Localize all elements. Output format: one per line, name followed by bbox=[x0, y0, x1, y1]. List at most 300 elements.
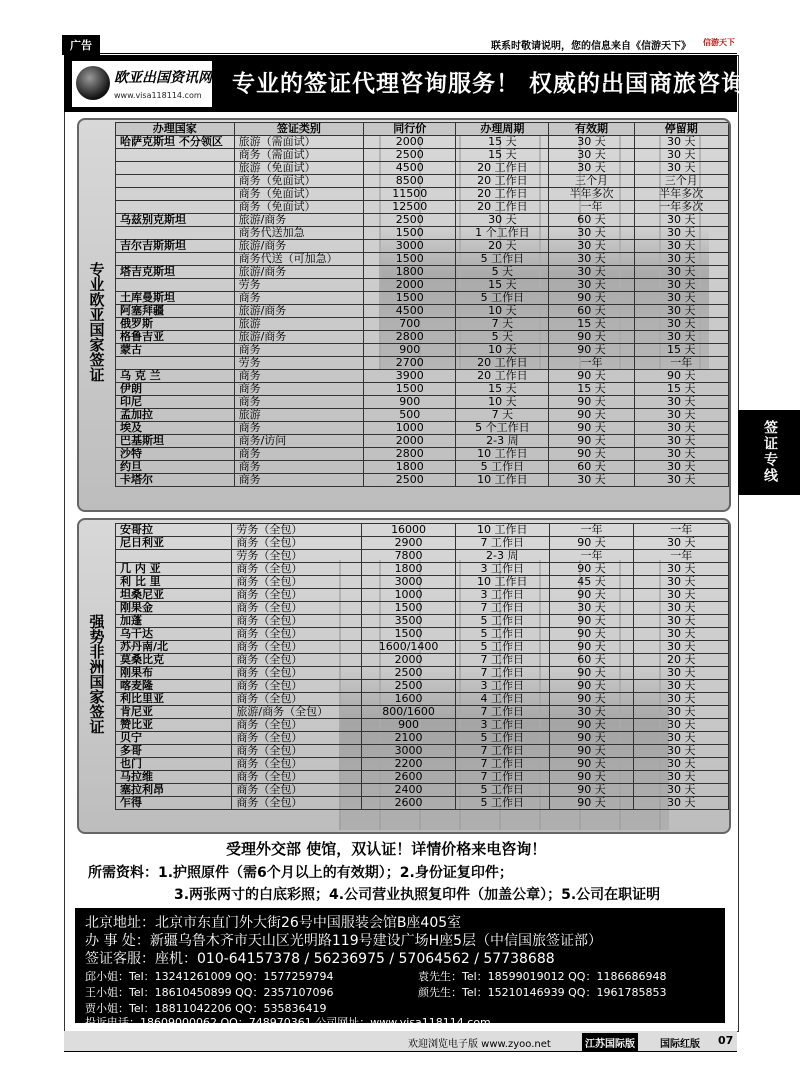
table-cell: 60 天 bbox=[549, 461, 634, 474]
section-label: 强势非洲国家签证 bbox=[87, 614, 106, 734]
table-cell: 2000 bbox=[364, 136, 456, 149]
table-cell: 90 天 bbox=[549, 537, 634, 550]
table-cell: 30 天 bbox=[634, 537, 729, 550]
table-cell: 30 天 bbox=[634, 771, 729, 784]
table-cell: 商务 bbox=[234, 474, 364, 487]
table-cell: 30 天 bbox=[634, 602, 729, 615]
table-cell: 2600 bbox=[362, 771, 456, 784]
table-cell: 60 天 bbox=[549, 214, 634, 227]
table-cell: 7 工作日 bbox=[456, 667, 550, 680]
table-cell: 埃及 bbox=[116, 422, 235, 435]
table-header-row bbox=[116, 123, 729, 136]
table-cell: 5 天 bbox=[456, 331, 549, 344]
table-cell: 15 天 bbox=[456, 279, 549, 292]
table-cell: 商务（全包） bbox=[232, 758, 362, 771]
column-header: 停留期 bbox=[634, 123, 729, 136]
table-row bbox=[116, 719, 729, 732]
table-cell: 一年 bbox=[549, 524, 634, 537]
table-cell: 30 天 bbox=[549, 149, 634, 162]
table-cell: 90 天 bbox=[549, 396, 634, 409]
table-cell: 劳务 bbox=[234, 357, 364, 370]
table-cell: 2-3 周 bbox=[456, 435, 549, 448]
table-cell: 90 天 bbox=[549, 370, 634, 383]
table-cell: 90 天 bbox=[634, 370, 729, 383]
table-row bbox=[116, 461, 729, 474]
table-cell: 30 天 bbox=[549, 279, 634, 292]
table-cell: 7 工作日 bbox=[456, 758, 550, 771]
table-cell: 90 天 bbox=[549, 628, 634, 641]
section-label: 专业欧亚国家签证 bbox=[87, 262, 106, 382]
table-row bbox=[116, 409, 729, 422]
table-cell: 30 天 bbox=[634, 422, 729, 435]
table-cell: 10 工作日 bbox=[456, 448, 549, 461]
table-cell: 20 天 bbox=[456, 240, 549, 253]
ad-header bbox=[64, 55, 794, 112]
table-row bbox=[116, 589, 729, 602]
page-number: 07 bbox=[718, 1034, 734, 1047]
table-row bbox=[116, 396, 729, 409]
beijing-address: 北京地址：北京市东直门外大街26号中国服装会馆B座405室 bbox=[85, 915, 462, 931]
table-cell: 约旦 bbox=[116, 461, 235, 474]
table-cell: 30 天 bbox=[634, 589, 729, 602]
table-cell: 10 工作日 bbox=[456, 474, 549, 487]
column-header: 同行价 bbox=[364, 123, 456, 136]
service-note: 受理外交部 使馆，双认证！详情价格来电咨询！ bbox=[226, 840, 547, 858]
table-cell: 一年 bbox=[549, 357, 634, 370]
table-cell: 90 天 bbox=[549, 732, 634, 745]
table-cell: 2500 bbox=[362, 680, 456, 693]
table-cell: 1000 bbox=[362, 589, 456, 602]
table-cell: 一年多次 bbox=[634, 201, 729, 214]
table-cell: 30 天 bbox=[456, 214, 549, 227]
table-cell: 1500 bbox=[362, 628, 456, 641]
table-row bbox=[116, 136, 729, 149]
table-cell: 商务 bbox=[234, 383, 364, 396]
table-cell: 5 个工作日 bbox=[456, 422, 549, 435]
edition-name: 国际红版 bbox=[660, 1039, 700, 1050]
table-cell: 乌干达 bbox=[116, 628, 232, 641]
table-row bbox=[116, 784, 729, 797]
table-cell: 商务（全包） bbox=[232, 654, 362, 667]
contact-jia: 贾小姐：Tel：18811042206 QQ：535836419 bbox=[85, 1002, 327, 1015]
table-cell: 旅游（免面试） bbox=[234, 162, 364, 175]
table-cell: 几 内 亚 bbox=[116, 563, 232, 576]
table-cell: 商务（全包） bbox=[232, 589, 362, 602]
table-cell: 2000 bbox=[364, 279, 456, 292]
table-cell: 三个月 bbox=[634, 175, 729, 188]
table-cell: 30 天 bbox=[634, 784, 729, 797]
table-cell: 90 天 bbox=[549, 797, 634, 810]
table-row bbox=[116, 615, 729, 628]
table-cell: 20 工作日 bbox=[456, 175, 549, 188]
table-cell: 5 工作日 bbox=[456, 461, 549, 474]
table-cell: 2400 bbox=[362, 784, 456, 797]
required-docs-1: 所需资料：1.护照原件（需6个月以上的有效期）；2.身份证复印件； bbox=[88, 865, 513, 881]
table-cell: 5 工作日 bbox=[456, 784, 550, 797]
table-row bbox=[116, 253, 729, 266]
table-cell: 商务代送加急 bbox=[234, 227, 364, 240]
table-cell: 30 天 bbox=[634, 706, 729, 719]
table-cell: 30 天 bbox=[634, 615, 729, 628]
table-cell: 5 工作日 bbox=[456, 292, 549, 305]
table-cell: 30 天 bbox=[634, 214, 729, 227]
table-cell: 2500 bbox=[362, 667, 456, 680]
table-cell: 3500 bbox=[362, 615, 456, 628]
table-cell: 旅游 bbox=[234, 409, 364, 422]
table-row bbox=[116, 214, 729, 227]
table-cell: 4500 bbox=[364, 162, 456, 175]
table-row bbox=[116, 292, 729, 305]
table-cell: 700 bbox=[364, 318, 456, 331]
table-cell: 15 天 bbox=[456, 383, 549, 396]
table-cell: 30 天 bbox=[549, 474, 634, 487]
table-cell: 20 工作日 bbox=[456, 357, 549, 370]
table-cell: 吉尔吉斯斯坦 bbox=[116, 240, 235, 253]
table-cell: 30 天 bbox=[549, 162, 634, 175]
table-cell: 商务 bbox=[234, 396, 364, 409]
table-cell: 乌兹别克斯坦 bbox=[116, 214, 235, 227]
table-cell: 1500 bbox=[364, 292, 456, 305]
table-cell: 30 天 bbox=[634, 448, 729, 461]
table-cell: 7 天 bbox=[456, 409, 549, 422]
table-cell: 30 天 bbox=[634, 318, 729, 331]
table-row bbox=[116, 448, 729, 461]
table-cell: 1800 bbox=[362, 563, 456, 576]
table-cell: 30 天 bbox=[634, 576, 729, 589]
column-header: 办理周期 bbox=[456, 123, 549, 136]
table-cell: 哈萨克斯坦 不分领区 bbox=[116, 136, 235, 149]
table-cell: 30 天 bbox=[634, 641, 729, 654]
table-cell: 旅游（需面试） bbox=[234, 136, 364, 149]
column-header: 签证类别 bbox=[234, 123, 364, 136]
table-cell bbox=[116, 188, 235, 201]
table-cell: 也门 bbox=[116, 758, 232, 771]
table-cell: 30 天 bbox=[634, 758, 729, 771]
table-cell: 旅游/商务 bbox=[234, 331, 364, 344]
table-row bbox=[116, 331, 729, 344]
table-cell: 商务（全包） bbox=[232, 771, 362, 784]
table-cell: 1500 bbox=[364, 227, 456, 240]
table-cell: 7 工作日 bbox=[456, 706, 550, 719]
contact-wang: 王小姐：Tel：18610450899 QQ：2357107096 bbox=[85, 986, 334, 999]
table-cell: 格鲁吉亚 bbox=[116, 331, 235, 344]
source-note: 联系时敬请说明，您的信息来自《信游天下》 bbox=[491, 41, 691, 52]
table-cell: 15 天 bbox=[549, 383, 634, 396]
table-cell: 一年 bbox=[549, 550, 634, 563]
table-cell: 商务（全包） bbox=[232, 784, 362, 797]
table-cell: 一年 bbox=[634, 550, 729, 563]
table-row bbox=[116, 383, 729, 396]
table-cell: 3900 bbox=[364, 370, 456, 383]
table-cell: 商务（全包） bbox=[232, 576, 362, 589]
table-cell: 30 天 bbox=[634, 162, 729, 175]
table-cell: 阿塞拜疆 bbox=[116, 305, 235, 318]
table-cell: 商务 bbox=[234, 448, 364, 461]
table-cell: 30 天 bbox=[634, 279, 729, 292]
table-row bbox=[116, 693, 729, 706]
table-cell: 加蓬 bbox=[116, 615, 232, 628]
table-cell: 30 天 bbox=[549, 227, 634, 240]
table-cell: 安哥拉 bbox=[116, 524, 232, 537]
table-cell: 2800 bbox=[364, 448, 456, 461]
page-footer bbox=[64, 1031, 737, 1052]
table-cell: 1000 bbox=[364, 422, 456, 435]
table-cell: 土库曼斯坦 bbox=[116, 292, 235, 305]
welcome-text: 欢迎浏览电子版 www.zyoo.net bbox=[408, 1039, 551, 1050]
service-phones: 签证客服：座机：010-64157378 / 56236975 / 57064562 / 57738688 bbox=[85, 951, 555, 967]
table-cell: 旅游 bbox=[234, 318, 364, 331]
table-cell: 3 工作日 bbox=[456, 680, 550, 693]
table-cell: 俄罗斯 bbox=[116, 318, 235, 331]
table-cell: 5 天 bbox=[456, 266, 549, 279]
table-row bbox=[116, 175, 729, 188]
table-cell: 1600 bbox=[362, 693, 456, 706]
table-cell: 90 天 bbox=[549, 435, 634, 448]
table-cell: 30 天 bbox=[634, 628, 729, 641]
top-bar bbox=[62, 35, 737, 54]
table-cell: 商务（全包） bbox=[232, 615, 362, 628]
table-row bbox=[116, 279, 729, 292]
table-cell: 印尼 bbox=[116, 396, 235, 409]
table-cell: 90 天 bbox=[549, 758, 634, 771]
side-tab-label: 签证专线 bbox=[762, 420, 778, 484]
table-cell: 90 天 bbox=[549, 641, 634, 654]
table-row bbox=[116, 745, 729, 758]
office-address: 办 事 处：新疆乌鲁木齐市天山区光明路119号建设广场H座5层（中信国旅签证部） bbox=[85, 933, 603, 949]
table-cell bbox=[116, 357, 235, 370]
table-cell: 15 天 bbox=[634, 383, 729, 396]
table-cell: 30 天 bbox=[634, 149, 729, 162]
table-cell: 800/1600 bbox=[362, 706, 456, 719]
table-cell: 一年 bbox=[634, 524, 729, 537]
table-cell: 1500 bbox=[364, 383, 456, 396]
required-docs-2: 3.两张两寸的白底彩照；4.公司营业执照复印件（加盖公章）；5.公司在职证明 bbox=[174, 887, 661, 903]
ad-tag: 广告 bbox=[62, 35, 100, 55]
globe-icon bbox=[76, 66, 110, 100]
table-cell: 巴基斯坦 bbox=[116, 435, 235, 448]
table-cell: 60 天 bbox=[549, 654, 634, 667]
table-cell: 2800 bbox=[364, 331, 456, 344]
table-cell: 喀麦隆 bbox=[116, 680, 232, 693]
column-header: 有效期 bbox=[549, 123, 634, 136]
table-cell: 尼日利亚 bbox=[116, 537, 232, 550]
table-cell: 90 天 bbox=[549, 784, 634, 797]
table-cell bbox=[116, 253, 235, 266]
table-row bbox=[116, 654, 729, 667]
contact-yan: 颜先生：Tel：15210146939 QQ：1961785853 bbox=[418, 986, 667, 999]
table-cell: 多哥 bbox=[116, 745, 232, 758]
table-cell: 30 天 bbox=[634, 331, 729, 344]
visa-table bbox=[115, 523, 729, 810]
brand-logo bbox=[72, 61, 212, 107]
table-cell: 2000 bbox=[362, 654, 456, 667]
table-cell: 7 天 bbox=[456, 318, 549, 331]
table-cell: 10 天 bbox=[456, 344, 549, 357]
table-cell: 20 工作日 bbox=[456, 370, 549, 383]
table-cell bbox=[116, 201, 235, 214]
table-row bbox=[116, 318, 729, 331]
table-cell: 30 天 bbox=[634, 680, 729, 693]
table-cell: 90 天 bbox=[549, 409, 634, 422]
table-cell: 90 天 bbox=[549, 422, 634, 435]
table-cell: 商务 bbox=[234, 292, 364, 305]
table-cell: 肯尼亚 bbox=[116, 706, 232, 719]
table-cell: 90 天 bbox=[549, 589, 634, 602]
table-cell: 1800 bbox=[364, 461, 456, 474]
table-cell: 10 天 bbox=[456, 305, 549, 318]
table-cell: 90 天 bbox=[549, 693, 634, 706]
table-row bbox=[116, 563, 729, 576]
table-cell: 旅游/商务 bbox=[234, 240, 364, 253]
table-cell bbox=[116, 175, 235, 188]
table-cell: 商务代送（可加急） bbox=[234, 253, 364, 266]
table-row bbox=[116, 201, 729, 214]
table-cell: 30 天 bbox=[634, 305, 729, 318]
table-cell bbox=[116, 227, 235, 240]
table-cell: 20 工作日 bbox=[456, 201, 549, 214]
table-cell: 7 工作日 bbox=[456, 602, 550, 615]
edition-badge: 江苏国际版 bbox=[582, 1033, 638, 1052]
table-cell: 贝宁 bbox=[116, 732, 232, 745]
table-cell: 商务 bbox=[234, 370, 364, 383]
complaint-line: 投诉电话：18609000062 QQ：748970361 公司网址：www.visa118114.com bbox=[85, 1016, 491, 1029]
publisher-logo: 信游天下 bbox=[703, 38, 735, 47]
table-row bbox=[116, 370, 729, 383]
table-cell: 商务（需面试） bbox=[234, 149, 364, 162]
africa-panel bbox=[77, 518, 731, 834]
table-cell: 商务（全包） bbox=[232, 563, 362, 576]
table-cell: 500 bbox=[364, 409, 456, 422]
table-cell: 劳务 bbox=[234, 279, 364, 292]
table-cell: 90 天 bbox=[549, 680, 634, 693]
table-cell: 劳务（全包） bbox=[232, 524, 362, 537]
table-cell: 旅游/商务 bbox=[234, 305, 364, 318]
table-cell: 90 天 bbox=[549, 771, 634, 784]
table-cell: 5 工作日 bbox=[456, 797, 550, 810]
table-cell: 卡塔尔 bbox=[116, 474, 235, 487]
table-cell: 2500 bbox=[364, 474, 456, 487]
table-cell: 30 天 bbox=[549, 253, 634, 266]
table-cell: 商务（全包） bbox=[232, 641, 362, 654]
table-cell: 30 天 bbox=[634, 745, 729, 758]
table-cell: 4 工作日 bbox=[456, 693, 550, 706]
table-row bbox=[116, 435, 729, 448]
table-cell: 5 工作日 bbox=[456, 628, 550, 641]
table-row bbox=[116, 266, 729, 279]
table-cell: 2-3 周 bbox=[456, 550, 550, 563]
table-cell: 旅游/商务（全包） bbox=[232, 706, 362, 719]
table-cell: 900 bbox=[362, 719, 456, 732]
table-cell: 商务/访问 bbox=[234, 435, 364, 448]
table-cell: 90 天 bbox=[549, 615, 634, 628]
table-cell: 乌 克 兰 bbox=[116, 370, 235, 383]
table-cell bbox=[116, 162, 235, 175]
table-cell bbox=[116, 279, 235, 292]
table-cell: 30 天 bbox=[549, 266, 634, 279]
table-row bbox=[116, 641, 729, 654]
table-cell: 15 天 bbox=[456, 149, 549, 162]
table-cell: 一年 bbox=[634, 357, 729, 370]
table-cell: 一年 bbox=[549, 201, 634, 214]
table-cell: 30 天 bbox=[634, 797, 729, 810]
euro-asia-panel bbox=[77, 118, 731, 512]
table-cell: 旅游/商务 bbox=[234, 214, 364, 227]
table-cell: 2100 bbox=[362, 732, 456, 745]
table-cell: 900 bbox=[364, 396, 456, 409]
table-cell: 20 工作日 bbox=[456, 188, 549, 201]
table-cell: 2500 bbox=[364, 149, 456, 162]
table-cell: 7 工作日 bbox=[456, 654, 550, 667]
table-cell: 商务（全包） bbox=[232, 719, 362, 732]
table-cell: 90 天 bbox=[549, 331, 634, 344]
table-cell: 半年多次 bbox=[549, 188, 634, 201]
table-cell: 商务（全包） bbox=[232, 628, 362, 641]
table-row bbox=[116, 149, 729, 162]
column-header: 办理国家 bbox=[116, 123, 235, 136]
table-row bbox=[116, 550, 729, 563]
table-cell: 孟加拉 bbox=[116, 409, 235, 422]
table-cell: 30 天 bbox=[634, 227, 729, 240]
table-cell: 马拉维 bbox=[116, 771, 232, 784]
table-cell: 90 天 bbox=[549, 448, 634, 461]
table-cell: 7 工作日 bbox=[456, 771, 550, 784]
table-cell: 苏丹南/北 bbox=[116, 641, 232, 654]
table-cell: 30 天 bbox=[634, 719, 729, 732]
table-cell: 30 天 bbox=[634, 461, 729, 474]
table-cell: 商务（全包） bbox=[232, 602, 362, 615]
table-cell: 30 天 bbox=[634, 667, 729, 680]
table-cell: 2000 bbox=[364, 435, 456, 448]
table-cell: 30 天 bbox=[549, 602, 634, 615]
table-row bbox=[116, 706, 729, 719]
table-cell: 30 天 bbox=[549, 136, 634, 149]
table-cell: 商务（全包） bbox=[232, 732, 362, 745]
side-tab bbox=[738, 410, 800, 495]
table-cell: 商务（全包） bbox=[232, 680, 362, 693]
table-cell: 90 天 bbox=[549, 292, 634, 305]
table-row bbox=[116, 628, 729, 641]
table-cell: 赞比亚 bbox=[116, 719, 232, 732]
table-cell: 90 天 bbox=[549, 344, 634, 357]
table-row bbox=[116, 576, 729, 589]
table-cell: 900 bbox=[364, 344, 456, 357]
table-cell: 3 工作日 bbox=[456, 563, 550, 576]
table-cell: 坦桑尼亚 bbox=[116, 589, 232, 602]
table-row bbox=[116, 771, 729, 784]
contact-box bbox=[75, 908, 725, 1029]
table-cell: 30 天 bbox=[549, 706, 634, 719]
table-row bbox=[116, 758, 729, 771]
table-cell: 2500 bbox=[364, 214, 456, 227]
table-cell: 刚果金 bbox=[116, 602, 232, 615]
visa-table bbox=[115, 122, 729, 487]
table-cell: 商务（免面试） bbox=[234, 201, 364, 214]
table-cell: 8500 bbox=[364, 175, 456, 188]
table-cell: 塔吉克斯坦 bbox=[116, 266, 235, 279]
table-cell: 商务（免面试） bbox=[234, 175, 364, 188]
table-row bbox=[116, 344, 729, 357]
table-cell: 3000 bbox=[362, 576, 456, 589]
table-row bbox=[116, 680, 729, 693]
table-row bbox=[116, 667, 729, 680]
table-cell: 伊朗 bbox=[116, 383, 235, 396]
table-cell: 商务（全包） bbox=[232, 693, 362, 706]
table-row bbox=[116, 357, 729, 370]
table-cell: 5 工作日 bbox=[456, 641, 550, 654]
table-cell: 30 天 bbox=[634, 474, 729, 487]
table-cell: 刚果布 bbox=[116, 667, 232, 680]
table-cell bbox=[116, 149, 235, 162]
